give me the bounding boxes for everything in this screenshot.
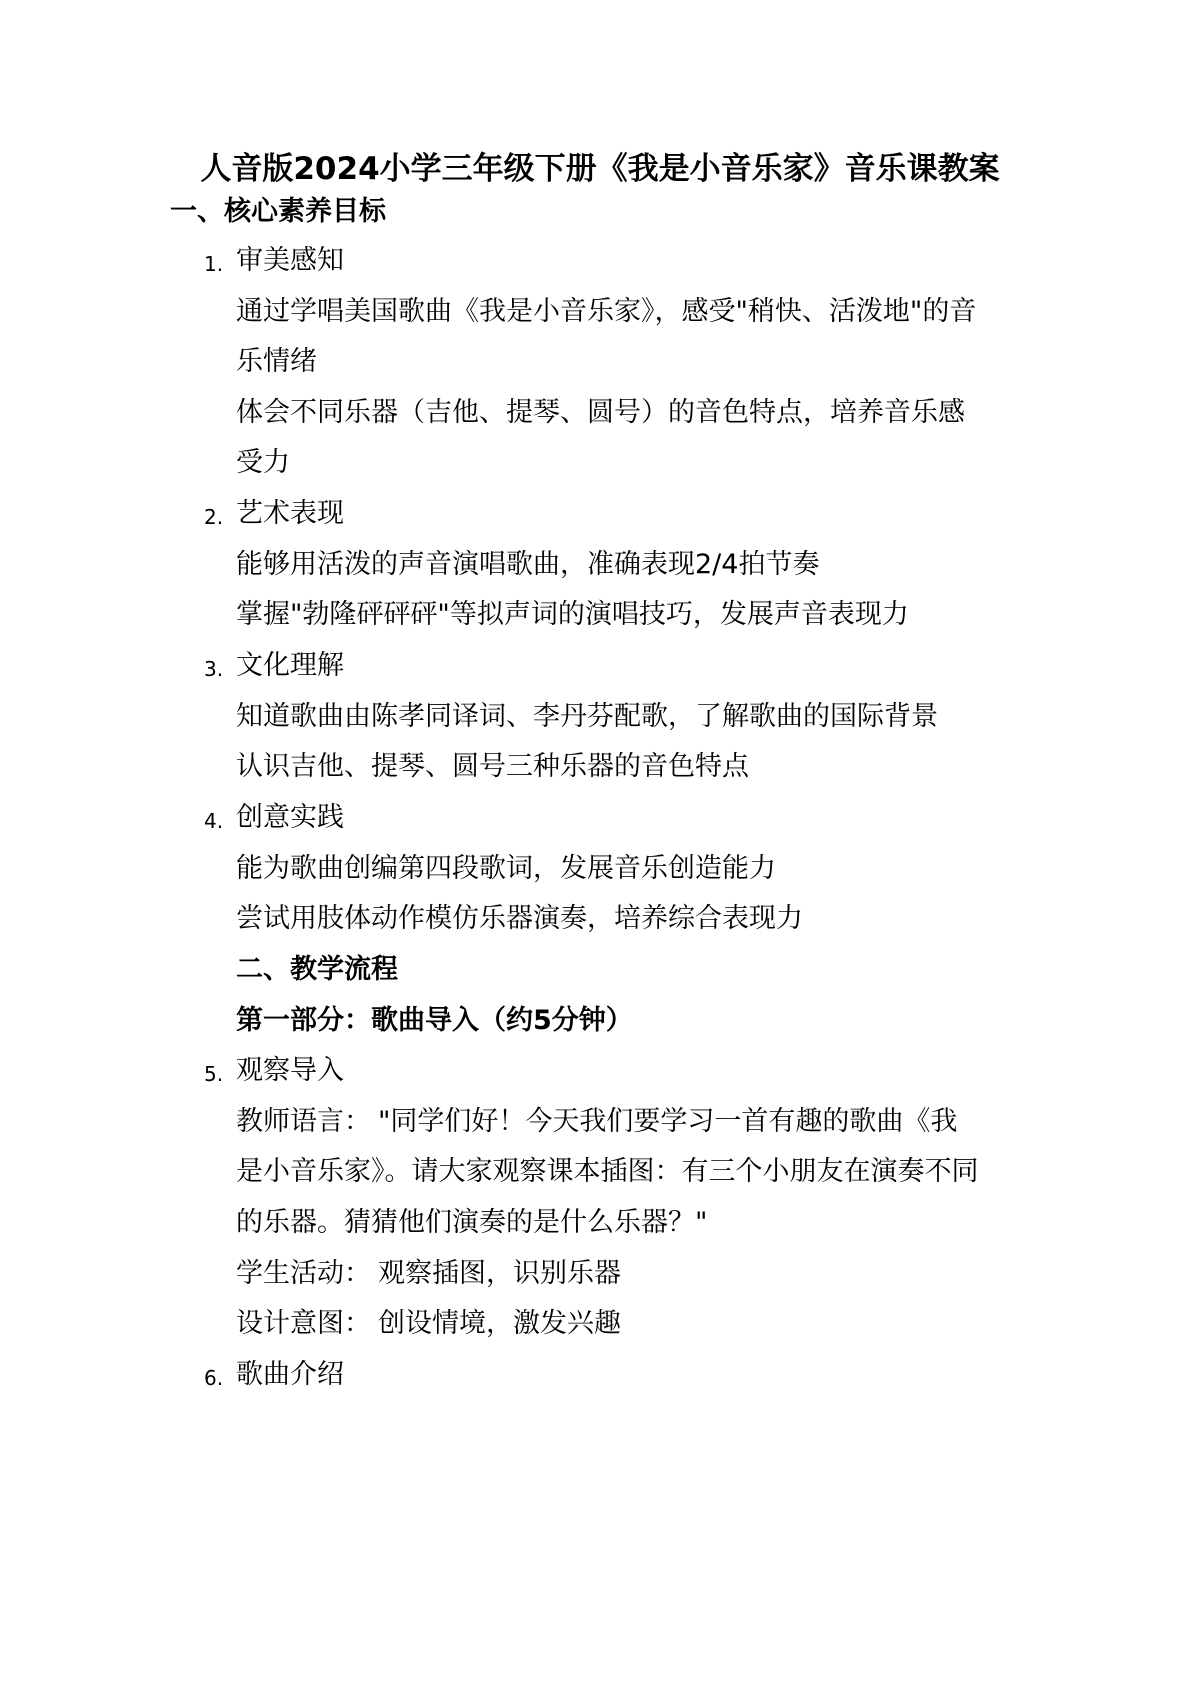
list-item-label: 文化理解 — [236, 650, 344, 681]
student-text: 观察插图，识别乐器 — [378, 1258, 621, 1289]
paragraph-line: 知道歌曲由陈孝同译词、李丹芬配歌，了解歌曲的国际背景 — [236, 701, 938, 732]
paragraph-line: 尝试用肢体动作模仿乐器演奏，培养综合表现力 — [236, 903, 803, 934]
list-item-label: 审美感知 — [236, 245, 344, 276]
list-number: 4. — [204, 809, 224, 833]
paragraph-line: 通过学唱美国歌曲《我是小音乐家》，感受"稍快、活泼地"的音 — [236, 296, 977, 327]
list-number: 2. — [204, 505, 224, 529]
design-label: 设计意图： — [236, 1308, 371, 1339]
teacher-label: 教师语言： — [236, 1106, 371, 1137]
list-item-label: 歌曲介绍 — [236, 1359, 344, 1390]
list-number: 1. — [204, 252, 224, 276]
list-item-label: 观察导入 — [236, 1055, 344, 1086]
list-number: 5. — [204, 1062, 224, 1086]
list-number: 3. — [204, 657, 224, 681]
teacher-line: 的乐器。猜猜他们演奏的是什么乐器？" — [236, 1207, 708, 1238]
design-text: 创设情境，激发兴趣 — [378, 1308, 621, 1339]
paragraph-line: 掌握"勃隆砰砰砰"等拟声词的演唱技巧，发展声音表现力 — [236, 599, 909, 630]
paragraph-line: 受力 — [236, 447, 290, 478]
paragraph-line: 乐情绪 — [236, 346, 317, 377]
page-title: 人音版2024小学三年级下册《我是小音乐家》音乐课教案 — [200, 151, 1000, 187]
list-item-label: 创意实践 — [236, 802, 344, 833]
paragraph-line: 认识吉他、提琴、圆号三种乐器的音色特点 — [236, 751, 749, 782]
list-item-label: 艺术表现 — [236, 498, 344, 529]
paragraph-line: 能为歌曲创编第四段歌词，发展音乐创造能力 — [236, 853, 776, 884]
part-heading: 第一部分：歌曲导入（约5分钟） — [236, 1005, 633, 1036]
section-heading-goals: 一、核心素养目标 — [170, 196, 386, 227]
section-heading-process: 二、教学流程 — [236, 954, 398, 985]
student-label: 学生活动： — [236, 1258, 371, 1289]
list-number: 6. — [204, 1366, 224, 1390]
teacher-line: 是小音乐家》。请大家观察课本插图：有三个小朋友在演奏不同 — [236, 1156, 979, 1187]
paragraph-line: 能够用活泼的声音演唱歌曲，准确表现2/4拍节奏 — [236, 549, 820, 580]
paragraph-line: 体会不同乐器（吉他、提琴、圆号）的音色特点，培养音乐感 — [236, 397, 965, 428]
teacher-line: "同学们好！今天我们要学习一首有趣的歌曲《我 — [378, 1106, 958, 1137]
